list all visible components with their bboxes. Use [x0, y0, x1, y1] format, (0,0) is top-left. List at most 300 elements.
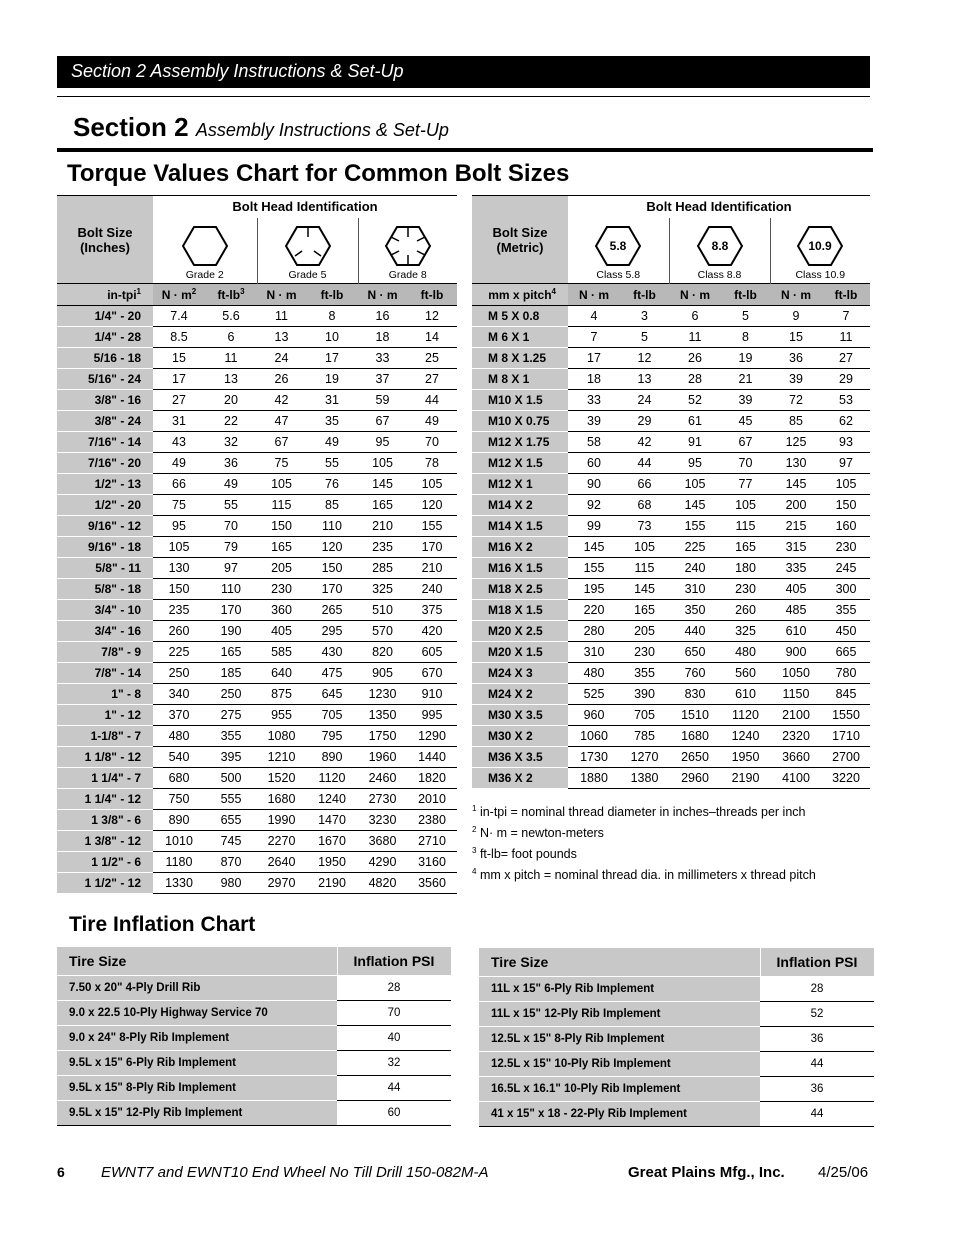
torque-value-cell: 2730: [358, 789, 407, 810]
torque-table-metric: [472, 195, 870, 789]
table-row: [57, 306, 457, 327]
torque-value-cell: 13: [205, 369, 257, 390]
tire-size-cell: 9.5L x 15" 8-Ply Rib Implement: [57, 1075, 337, 1100]
torque-value-cell: 15: [770, 327, 822, 348]
torque-value-cell: 1050: [770, 663, 822, 684]
unit-header: N · m: [770, 284, 822, 306]
grade-8-label: Grade 8: [388, 269, 427, 281]
tire-size-cell: 12.5L x 15" 10-Ply Rib Implement: [479, 1051, 760, 1076]
torque-value-cell: 165: [620, 600, 669, 621]
torque-value-cell: 43: [153, 432, 205, 453]
bolt-size-header-metric: [472, 196, 568, 284]
torque-value-cell: 155: [568, 558, 620, 579]
inflation-psi-cell: 36: [760, 1026, 874, 1051]
torque-value-cell: 160: [822, 516, 870, 537]
torque-value-cell: 90: [568, 474, 620, 495]
torque-value-cell: 26: [257, 369, 306, 390]
torque-value-cell: 555: [205, 789, 257, 810]
tire-size-cell: 9.5L x 15" 6-Ply Rib Implement: [57, 1050, 337, 1075]
torque-value-cell: 17: [306, 348, 358, 369]
torque-value-cell: 205: [620, 621, 669, 642]
table-row: [57, 663, 457, 684]
torque-value-cell: 845: [822, 684, 870, 705]
torque-value-cell: 145: [568, 537, 620, 558]
footnote: $^4$ mm x pitch = nominal thread dia. in millimeters x thread pitch: [472, 866, 816, 882]
torque-value-cell: 340: [153, 684, 205, 705]
inflation-psi-cell: 70: [337, 1000, 451, 1025]
torque-value-cell: 12: [620, 348, 669, 369]
torque-value-cell: 350: [669, 600, 721, 621]
torque-value-cell: 1060: [568, 726, 620, 747]
torque-value-cell: 655: [205, 810, 257, 831]
torque-value-cell: 2710: [407, 831, 457, 852]
torque-value-cell: 13: [257, 327, 306, 348]
class-8-8-label: Class 8.8: [697, 269, 742, 281]
torque-value-cell: 475: [306, 663, 358, 684]
unit-header: N · m: [568, 284, 620, 306]
torque-value-cell: 66: [153, 474, 205, 495]
torque-value-cell: 67: [358, 411, 407, 432]
bolt-size-cell: 9/16" - 12: [57, 516, 153, 537]
table-row: [57, 975, 451, 1000]
bolt-size-unit-label: (Metric): [496, 239, 544, 255]
table-row: [57, 1050, 451, 1075]
torque-value-cell: 665: [822, 642, 870, 663]
torque-value-cell: 44: [407, 390, 457, 411]
torque-value-cell: 27: [407, 369, 457, 390]
unit-header: ft-lb: [822, 284, 870, 306]
torque-value-cell: 1080: [257, 726, 306, 747]
bolt-size-cell: 3/8" - 24: [57, 411, 153, 432]
torque-value-cell: 1670: [306, 831, 358, 852]
torque-value-cell: 295: [306, 621, 358, 642]
class-8-8-cell: [669, 218, 770, 284]
bolt-size-cell: M 8 X 1.25: [472, 348, 568, 369]
torque-value-cell: 995: [407, 705, 457, 726]
tire-size-cell: 12.5L x 15" 8-Ply Rib Implement: [479, 1026, 760, 1051]
torque-value-cell: 325: [721, 621, 770, 642]
torque-value-cell: 205: [257, 558, 306, 579]
torque-value-cell: 830: [669, 684, 721, 705]
torque-value-cell: 165: [205, 642, 257, 663]
torque-value-cell: 405: [770, 579, 822, 600]
torque-value-cell: 1180: [153, 852, 205, 873]
tire-size-cell: 11L x 15" 12-Ply Rib Implement: [479, 1001, 760, 1026]
torque-value-cell: 360: [257, 600, 306, 621]
unit-header: $N \cdot m^2$: [153, 284, 205, 306]
class-mark: 10.9: [808, 239, 832, 253]
torque-value-cell: 55: [306, 453, 358, 474]
torque-value-cell: 97: [205, 558, 257, 579]
grade-2-label: Grade 2: [185, 269, 224, 281]
table-row: [472, 306, 870, 327]
torque-value-cell: 2320: [770, 726, 822, 747]
torque-value-cell: 97: [822, 453, 870, 474]
torque-value-cell: 39: [721, 390, 770, 411]
torque-value-cell: 315: [770, 537, 822, 558]
torque-value-cell: 395: [205, 747, 257, 768]
table-row: [57, 873, 457, 894]
table-row: [57, 642, 457, 663]
torque-value-cell: 230: [257, 579, 306, 600]
torque-value-cell: 9: [770, 306, 822, 327]
torque-value-cell: 105: [257, 474, 306, 495]
bolt-size-cell: 5/8" - 18: [57, 579, 153, 600]
tire-table-right-body: [479, 976, 874, 1126]
table-row: [479, 1101, 874, 1126]
tire-size-cell: 9.5L x 15" 12-Ply Rib Implement: [57, 1100, 337, 1125]
torque-value-cell: 3220: [822, 768, 870, 789]
torque-value-cell: 5: [620, 327, 669, 348]
hex-bolt-grade-5-icon: [285, 225, 331, 267]
torque-value-cell: 39: [770, 369, 822, 390]
table-row: [57, 1100, 451, 1125]
inflation-psi-cell: 60: [337, 1100, 451, 1125]
grade-8-cell: [358, 218, 457, 284]
table-row: [472, 600, 870, 621]
torque-value-cell: 210: [407, 558, 457, 579]
torque-value-cell: 390: [620, 684, 669, 705]
torque-value-cell: 355: [205, 726, 257, 747]
torque-value-cell: 17: [568, 348, 620, 369]
company-name: Great Plains Mfg., Inc.: [628, 1164, 785, 1181]
bolt-size-cell: 1 1/4" - 7: [57, 768, 153, 789]
torque-value-cell: 3560: [407, 873, 457, 894]
torque-value-cell: 61: [669, 411, 721, 432]
torque-value-cell: 4290: [358, 852, 407, 873]
bolt-size-cell: M10 X 0.75: [472, 411, 568, 432]
torque-value-cell: 33: [568, 390, 620, 411]
tire-table-left-body: [57, 975, 451, 1125]
torque-value-cell: 155: [669, 516, 721, 537]
torque-value-cell: 19: [721, 348, 770, 369]
torque-value-cell: 25: [407, 348, 457, 369]
torque-value-cell: 91: [669, 432, 721, 453]
torque-value-cell: 67: [721, 432, 770, 453]
table-row: [479, 1051, 874, 1076]
torque-value-cell: 2700: [822, 747, 870, 768]
bolt-size-cell: M24 X 3: [472, 663, 568, 684]
table-row: [472, 432, 870, 453]
torque-value-cell: 510: [358, 600, 407, 621]
torque-value-cell: 335: [770, 558, 822, 579]
bolt-size-cell: 1 1/4" - 12: [57, 789, 153, 810]
torque-value-cell: 105: [407, 474, 457, 495]
torque-value-cell: 8: [721, 327, 770, 348]
inflation-psi-cell: 28: [337, 975, 451, 1000]
bolt-size-cell: 1 1/8" - 12: [57, 747, 153, 768]
torque-value-cell: 1440: [407, 747, 457, 768]
torque-value-cell: 8: [306, 306, 358, 327]
section-title-main: Section 2: [73, 112, 189, 142]
units-row-inch: [57, 284, 457, 306]
unit-header: ft-lb: [306, 284, 358, 306]
torque-value-cell: 70: [407, 432, 457, 453]
inflation-psi-cell: 52: [760, 1001, 874, 1026]
torque-value-cell: 58: [568, 432, 620, 453]
torque-value-cell: 1290: [407, 726, 457, 747]
torque-value-cell: 1950: [721, 747, 770, 768]
torque-value-cell: 155: [407, 516, 457, 537]
bolt-size-cell: M24 X 2: [472, 684, 568, 705]
bolt-size-cell: 3/8" - 16: [57, 390, 153, 411]
torque-value-cell: 20: [205, 390, 257, 411]
torque-value-cell: 145: [770, 474, 822, 495]
bolt-size-cell: M36 X 2: [472, 768, 568, 789]
torque-value-cell: 115: [257, 495, 306, 516]
table-row: [57, 369, 457, 390]
torque-value-cell: 195: [568, 579, 620, 600]
torque-value-cell: 120: [407, 495, 457, 516]
table-row: [57, 768, 457, 789]
torque-value-cell: 785: [620, 726, 669, 747]
torque-value-cell: 760: [669, 663, 721, 684]
torque-value-cell: 78: [407, 453, 457, 474]
torque-value-cell: 585: [257, 642, 306, 663]
torque-value-cell: 36: [770, 348, 822, 369]
torque-value-cell: 76: [306, 474, 358, 495]
torque-value-cell: 355: [620, 663, 669, 684]
torque-value-cell: 5.6: [205, 306, 257, 327]
torque-value-cell: 2270: [257, 831, 306, 852]
table-row: [472, 453, 870, 474]
torque-value-cell: 105: [721, 495, 770, 516]
torque-value-cell: 235: [153, 600, 205, 621]
torque-value-cell: 210: [358, 516, 407, 537]
torque-value-cell: 745: [205, 831, 257, 852]
torque-value-cell: 480: [153, 726, 205, 747]
torque-value-cell: 67: [257, 432, 306, 453]
torque-value-cell: 75: [153, 495, 205, 516]
class-5-8-label: Class 5.8: [596, 269, 641, 281]
hex-bolt-class-10-9-icon: [797, 225, 843, 267]
torque-value-cell: 670: [407, 663, 457, 684]
torque-value-cell: 780: [822, 663, 870, 684]
unit-header: ft-lb: [407, 284, 457, 306]
bolt-size-cell: 1" - 8: [57, 684, 153, 705]
torque-value-cell: 2190: [306, 873, 358, 894]
bolt-size-cell: 7/8" - 14: [57, 663, 153, 684]
tire-size-cell: 9.0 x 22.5 10-Ply Highway Service 70: [57, 1000, 337, 1025]
torque-value-cell: 4100: [770, 768, 822, 789]
torque-value-cell: 640: [257, 663, 306, 684]
grade-5-label: Grade 5: [288, 269, 327, 281]
torque-value-cell: 26: [669, 348, 721, 369]
table-row: [472, 768, 870, 789]
bolt-size-cell: M14 X 1.5: [472, 516, 568, 537]
class-mark: 5.8: [609, 239, 627, 253]
bolt-size-cell: M16 X 1.5: [472, 558, 568, 579]
torque-value-cell: 225: [669, 537, 721, 558]
torque-value-cell: 7: [568, 327, 620, 348]
mm-pitch-header: mm x pitch$^4$: [472, 284, 568, 306]
page-number: 6: [57, 1164, 65, 1180]
bolt-size-cell: M18 X 2.5: [472, 579, 568, 600]
torque-value-cell: 5: [721, 306, 770, 327]
torque-value-cell: 125: [770, 432, 822, 453]
bolt-size-cell: M12 X 1.5: [472, 453, 568, 474]
table-row: [472, 474, 870, 495]
torque-value-cell: 105: [358, 453, 407, 474]
inflation-psi-cell: 36: [760, 1076, 874, 1101]
torque-value-cell: 31: [306, 390, 358, 411]
torque-value-cell: 170: [306, 579, 358, 600]
bolt-size-unit-label: (Inches): [80, 239, 130, 255]
bolt-size-cell: M 5 X 0.8: [472, 306, 568, 327]
torque-value-cell: 145: [620, 579, 669, 600]
tire-size-header: Tire Size: [479, 948, 760, 976]
table-row: [472, 579, 870, 600]
torque-value-cell: 22: [205, 411, 257, 432]
bolt-size-cell: M 8 X 1: [472, 369, 568, 390]
torque-value-cell: 37: [358, 369, 407, 390]
torque-value-cell: 24: [620, 390, 669, 411]
torque-value-cell: 1520: [257, 768, 306, 789]
torque-value-cell: 110: [306, 516, 358, 537]
table-row: [472, 537, 870, 558]
torque-value-cell: 39: [568, 411, 620, 432]
torque-value-cell: 28: [669, 369, 721, 390]
torque-value-cell: 1960: [358, 747, 407, 768]
bolt-size-label: Bolt Size: [492, 224, 548, 240]
torque-value-cell: 1750: [358, 726, 407, 747]
torque-value-cell: 2650: [669, 747, 721, 768]
bolt-size-cell: M30 X 2: [472, 726, 568, 747]
torque-value-cell: 500: [205, 768, 257, 789]
torque-value-cell: 1230: [358, 684, 407, 705]
torque-value-cell: 165: [257, 537, 306, 558]
grade-5-cell: [257, 218, 358, 284]
torque-value-cell: 440: [669, 621, 721, 642]
torque-value-cell: 68: [620, 495, 669, 516]
torque-value-cell: 19: [306, 369, 358, 390]
torque-value-cell: 820: [358, 642, 407, 663]
torque-value-cell: 1330: [153, 873, 205, 894]
torque-value-cell: 570: [358, 621, 407, 642]
torque-value-cell: 12: [407, 306, 457, 327]
torque-value-cell: 1120: [306, 768, 358, 789]
table-row: [57, 621, 457, 642]
torque-value-cell: 145: [669, 495, 721, 516]
torque-value-cell: 245: [822, 558, 870, 579]
torque-value-cell: 2460: [358, 768, 407, 789]
inflation-psi-header: Inflation PSI: [760, 948, 874, 976]
inflation-psi-cell: 44: [760, 1101, 874, 1126]
torque-value-cell: 3: [620, 306, 669, 327]
torque-value-cell: 190: [205, 621, 257, 642]
torque-value-cell: 235: [358, 537, 407, 558]
torque-value-cell: 2100: [770, 705, 822, 726]
bolt-size-cell: 5/8" - 11: [57, 558, 153, 579]
torque-value-cell: 29: [822, 369, 870, 390]
unit-header: ft-lb: [721, 284, 770, 306]
table-row: [57, 747, 457, 768]
section-rule: [57, 148, 873, 152]
torque-value-cell: 79: [205, 537, 257, 558]
torque-value-cell: 120: [306, 537, 358, 558]
torque-value-cell: 420: [407, 621, 457, 642]
bolt-size-label: Bolt Size: [77, 224, 133, 240]
table-row: [472, 327, 870, 348]
torque-value-cell: 325: [358, 579, 407, 600]
torque-value-cell: 4820: [358, 873, 407, 894]
torque-value-cell: 540: [153, 747, 205, 768]
tire-size-cell: 41 x 15" x 18 - 22-Ply Rib Implement: [479, 1101, 760, 1126]
table-row: [472, 747, 870, 768]
inflation-psi-cell: 44: [760, 1051, 874, 1076]
tire-table-right: [479, 948, 874, 1127]
torque-value-cell: 230: [721, 579, 770, 600]
torque-value-cell: 1470: [306, 810, 358, 831]
table-row: [57, 789, 457, 810]
torque-value-cell: 32: [205, 432, 257, 453]
table-row: [472, 642, 870, 663]
torque-value-cell: 610: [721, 684, 770, 705]
class-10-9-label: Class 10.9: [795, 269, 846, 281]
inflation-psi-cell: 44: [337, 1075, 451, 1100]
torque-value-cell: 33: [358, 348, 407, 369]
torque-value-cell: 150: [306, 558, 358, 579]
torque-value-cell: 6: [669, 306, 721, 327]
torque-value-cell: 430: [306, 642, 358, 663]
torque-value-cell: 900: [770, 642, 822, 663]
torque-value-cell: 93: [822, 432, 870, 453]
torque-value-cell: 77: [721, 474, 770, 495]
torque-value-cell: 115: [620, 558, 669, 579]
torque-value-cell: 11: [257, 306, 306, 327]
torque-value-cell: 1710: [822, 726, 870, 747]
class-10-9-cell: [770, 218, 870, 284]
torque-value-cell: 105: [153, 537, 205, 558]
torque-value-cell: 170: [205, 600, 257, 621]
bolt-size-header-inch: [57, 196, 153, 284]
torque-value-cell: 95: [669, 453, 721, 474]
document-title: EWNT7 and EWNT10 End Wheel No Till Drill 150-082M-A: [101, 1164, 489, 1181]
torque-value-cell: 1240: [306, 789, 358, 810]
torque-value-cell: 705: [620, 705, 669, 726]
torque-value-cell: 115: [721, 516, 770, 537]
torque-value-cell: 2190: [721, 768, 770, 789]
bolt-size-cell: M20 X 2.5: [472, 621, 568, 642]
hex-bolt-class-5-8-icon: [595, 225, 641, 267]
torque-value-cell: 1730: [568, 747, 620, 768]
table-row: [479, 976, 874, 1001]
footnote: $^3$ ft-lb= foot pounds: [472, 845, 577, 861]
torque-value-cell: 72: [770, 390, 822, 411]
tire-table-left: [57, 947, 451, 1126]
torque-value-cell: 3230: [358, 810, 407, 831]
torque-value-cell: 705: [306, 705, 358, 726]
torque-value-cell: 650: [669, 642, 721, 663]
torque-value-cell: 265: [306, 600, 358, 621]
table-row: [57, 411, 457, 432]
table-row: [472, 495, 870, 516]
torque-value-cell: 31: [153, 411, 205, 432]
unit-header: N · m: [257, 284, 306, 306]
table-row: [57, 516, 457, 537]
torque-value-cell: 2960: [669, 768, 721, 789]
torque-value-cell: 610: [770, 621, 822, 642]
torque-value-cell: 95: [153, 516, 205, 537]
torque-value-cell: 225: [153, 642, 205, 663]
torque-value-cell: 66: [620, 474, 669, 495]
inflation-psi-cell: 40: [337, 1025, 451, 1050]
bolt-size-cell: 7/8" - 9: [57, 642, 153, 663]
torque-value-cell: 910: [407, 684, 457, 705]
table-row: [472, 411, 870, 432]
footnotes: [472, 802, 816, 886]
bolt-size-cell: M16 X 2: [472, 537, 568, 558]
